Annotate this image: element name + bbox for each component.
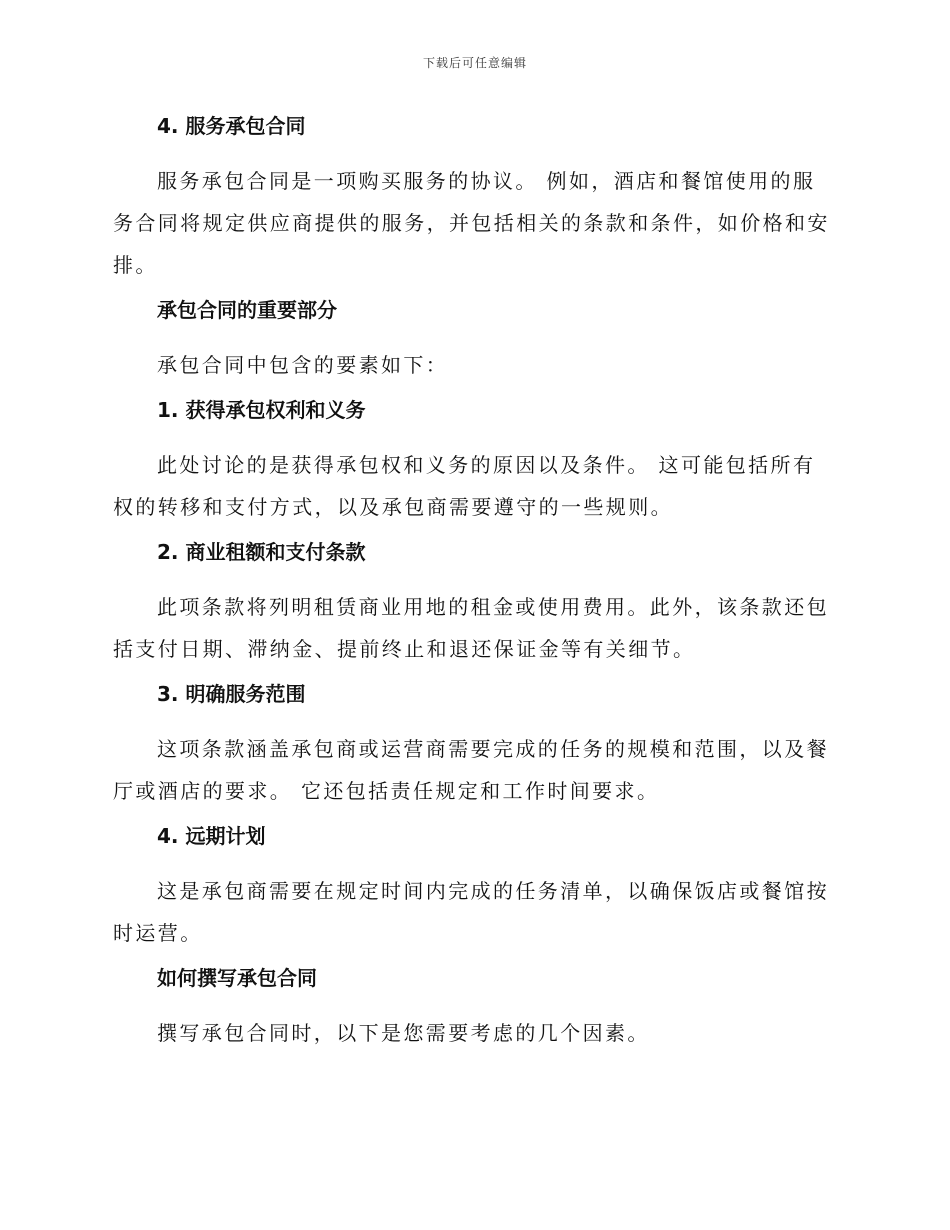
section-heading-long-term-plan: 4. 远期计划 [157, 824, 266, 848]
page-header-note: 下载后可任意编辑 [422, 56, 527, 70]
section-heading-service-contract: 4. 服务承包合同 [157, 114, 306, 138]
section-heading-important-parts: 承包合同的重要部分 [157, 298, 337, 322]
section-heading-rent-payment: 2. 商业租额和支付条款 [157, 540, 366, 564]
paragraph-rent-payment: 此项条款将列明租赁商业用地的租金或使用费用。此外，该条款还包括支付日期、滞纳金、提前终止和退还保证金等有关细节。 [113, 595, 829, 661]
paragraph-service-scope: 这项条款涵盖承包商或运营商需要完成的任务的规模和范围，以及餐厅或酒店的要求。 它还包括责任规定和工作时间要求。 [113, 737, 829, 803]
document-body [113, 110, 837, 1062]
section-heading-how-to-write: 如何撰写承包合同 [157, 966, 317, 990]
section-heading-service-scope: 3. 明确服务范围 [157, 682, 306, 706]
section-heading-rights-obligations: 1. 获得承包权利和义务 [157, 398, 366, 422]
paragraph-how-to-write: 撰写承包合同时，以下是您需要考虑的几个因素。 [157, 1021, 650, 1045]
paragraph-rights-obligations: 此处讨论的是获得承包权和义务的原因以及条件。 这可能包括所有权的转移和支付方式，以及承包商需要遵守的一些规则。 [113, 453, 816, 519]
paragraph-service-contract: 服务承包合同是一项购买服务的协议。 例如，酒店和餐馆使用的服务合同将规定供应商提供的服务，并包括相关的条款和条件，如价格和安排。 [113, 169, 830, 277]
paragraph-elements-intro: 承包合同中包含的要素如下： [157, 353, 449, 377]
paragraph-long-term-plan: 这是承包商需要在规定时间内完成的任务清单，以确保饭店或餐馆按时运营。 [113, 879, 829, 945]
